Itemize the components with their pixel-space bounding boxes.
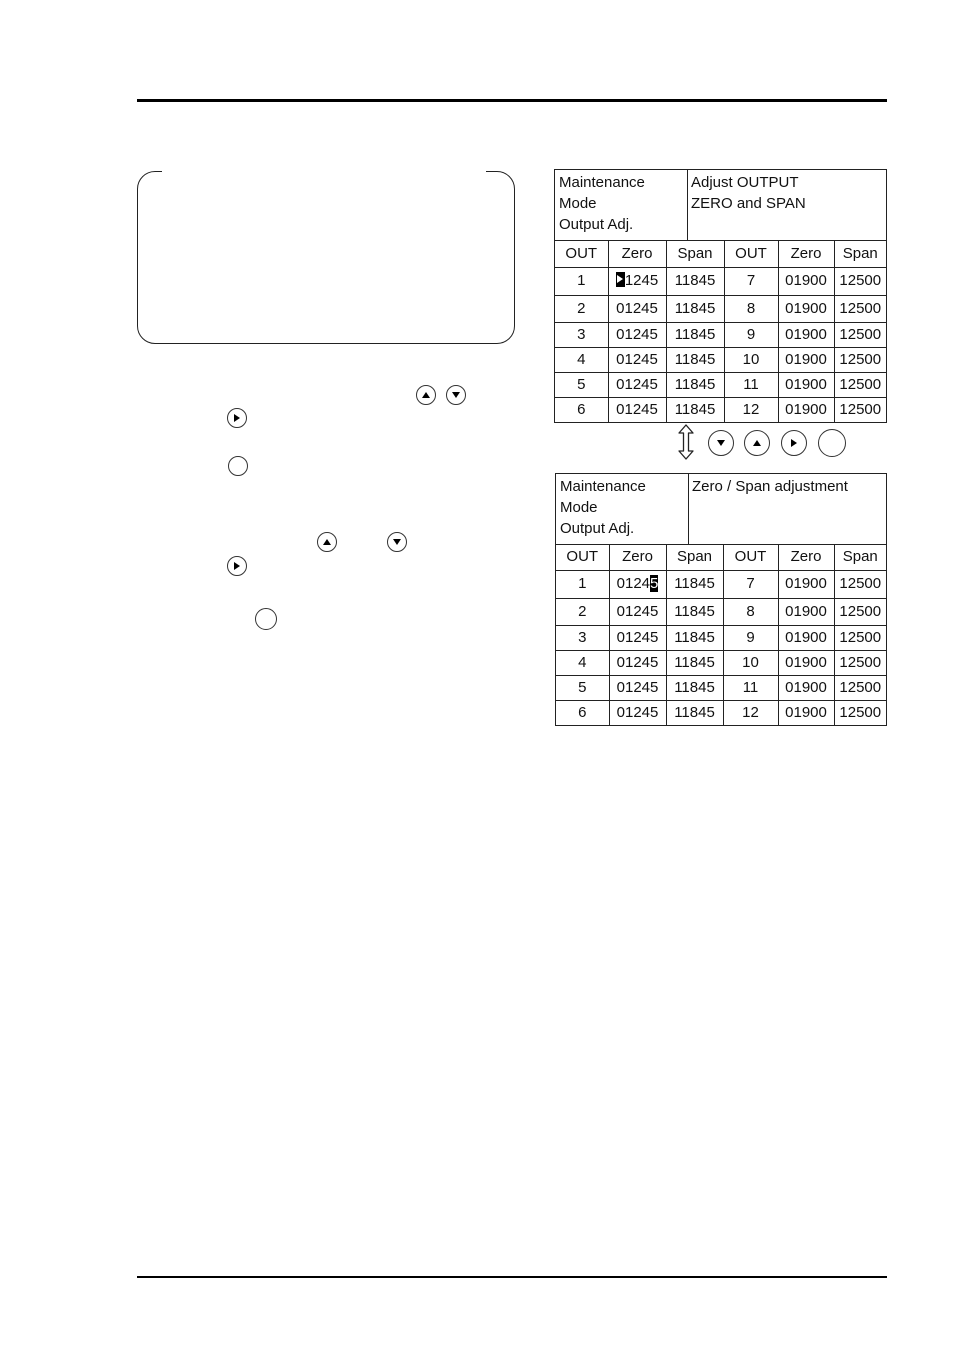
table-cell: 01245 [608, 295, 666, 322]
screen-message [688, 170, 886, 240]
table-row [556, 625, 886, 650]
column-header: Span [834, 241, 886, 267]
table-cell: 4 [555, 347, 608, 372]
mode-label-line: Maintenance [559, 174, 645, 191]
output-table [556, 545, 886, 725]
table-row [555, 322, 886, 347]
table-header-row [555, 241, 886, 267]
column-header: Zero [608, 241, 666, 267]
table-cell: 01245 [608, 347, 666, 372]
table-cell: 12500 [834, 372, 886, 397]
table-cell: 01900 [778, 700, 834, 725]
table-cell: 01245 [609, 650, 666, 675]
table-cell: 12500 [834, 347, 886, 372]
table-cell: 01900 [778, 675, 834, 700]
table-cell: 01900 [778, 372, 834, 397]
table-cell: 12500 [834, 700, 886, 725]
up-key-icon [317, 532, 337, 552]
table-cell: 11845 [666, 347, 724, 372]
table-cell-value: 1245 [624, 272, 659, 289]
table-cell: 11 [723, 675, 778, 700]
table-cell: 11845 [666, 267, 724, 295]
column-header: Span [666, 241, 724, 267]
table-cell: 12500 [834, 570, 886, 598]
table-cell: 12500 [834, 675, 886, 700]
table-cell: 12500 [834, 267, 886, 295]
table-cell: 1 [555, 267, 608, 295]
table-cell: 01245 [609, 598, 666, 625]
enter-key-icon [255, 608, 277, 630]
table-cell: 11 [724, 372, 778, 397]
table-cell: 8 [724, 295, 778, 322]
table-cell: 6 [556, 700, 609, 725]
table-row [555, 295, 886, 322]
screen-message-line: Zero / Span adjustment [692, 478, 848, 495]
table-cell: 12500 [834, 295, 886, 322]
table-row [556, 570, 886, 598]
table-cell: 01245 [608, 372, 666, 397]
header-rule [137, 99, 887, 102]
table-cell: 01900 [778, 570, 834, 598]
edit-value-prefix: 0124 [616, 575, 651, 592]
table-cell: 5 [555, 372, 608, 397]
table-cell: 11845 [666, 295, 724, 322]
table-cell: 11845 [666, 372, 724, 397]
table-cell: 01900 [778, 625, 834, 650]
table-cell: 11845 [666, 322, 724, 347]
table-cell: 11845 [666, 700, 723, 725]
table-cell: 01245 [609, 700, 666, 725]
table-cell: 01900 [778, 347, 834, 372]
table-row [556, 675, 886, 700]
table-row [556, 650, 886, 675]
mode-label [556, 474, 689, 544]
table-row [556, 700, 886, 725]
enter-key-icon [818, 429, 846, 457]
down-key-icon [708, 430, 734, 456]
edit-cursor-digit[interactable]: 5 [650, 575, 659, 592]
table-cell: 01900 [778, 295, 834, 322]
table-row [555, 347, 886, 372]
down-key-icon [446, 385, 466, 405]
column-header: Span [834, 545, 886, 570]
table-cell: 11845 [666, 397, 724, 422]
mode-label-line: Output Adj. [559, 216, 634, 233]
column-header: OUT [723, 545, 778, 570]
zero-span-adjust-screen [555, 473, 887, 726]
screen-message-line: Adjust OUTPUT [691, 174, 799, 191]
table-cell: 01900 [778, 322, 834, 347]
table-cell: 9 [723, 625, 778, 650]
table-cell: 11845 [666, 570, 723, 598]
table-cell: 12500 [834, 322, 886, 347]
right-key-icon [227, 408, 247, 428]
table-cell: 9 [724, 322, 778, 347]
table-cell: 11845 [666, 598, 723, 625]
table-row [555, 372, 886, 397]
table-cell: 2 [556, 598, 609, 625]
table-row [556, 598, 886, 625]
mode-label-line: Mode [560, 499, 598, 516]
table-row [555, 267, 886, 295]
table-cell: 12500 [834, 625, 886, 650]
enter-key-icon [228, 456, 248, 476]
cursor-arrow-icon [616, 272, 625, 287]
table-cell: 01900 [778, 397, 834, 422]
table-cell: 01245 [609, 675, 666, 700]
column-header: Zero [778, 241, 834, 267]
column-header: Zero [778, 545, 834, 570]
table-cell: 01900 [778, 267, 834, 295]
table-cell-selected[interactable] [608, 267, 666, 295]
table-cell: 11845 [666, 625, 723, 650]
table-cell: 01900 [778, 598, 834, 625]
table-cell: 01245 [608, 397, 666, 422]
table-cell: 10 [723, 650, 778, 675]
table-cell: 7 [723, 570, 778, 598]
table-cell: 1 [556, 570, 609, 598]
screen-message [689, 474, 886, 544]
up-key-icon [744, 430, 770, 456]
table-cell: 12 [723, 700, 778, 725]
table-cell: 01900 [778, 650, 834, 675]
right-key-icon [227, 556, 247, 576]
table-cell: 2 [555, 295, 608, 322]
screen-header [556, 474, 886, 545]
table-cell: 01245 [609, 625, 666, 650]
table-cell: 01245 [608, 322, 666, 347]
column-header: Zero [609, 545, 666, 570]
table-cell: 5 [556, 675, 609, 700]
mode-label-line: Maintenance [560, 478, 646, 495]
table-cell: 7 [724, 267, 778, 295]
table-cell: 6 [555, 397, 608, 422]
table-header-row [556, 545, 886, 570]
column-header: Span [666, 545, 723, 570]
mode-label-line: Mode [559, 195, 597, 212]
table-cell: 12500 [834, 650, 886, 675]
right-key-icon [781, 430, 807, 456]
mode-label-line: Output Adj. [560, 520, 635, 537]
mode-label [555, 170, 688, 240]
table-row [555, 397, 886, 422]
output-table [555, 241, 886, 422]
table-cell: 12500 [834, 598, 886, 625]
table-cell-editing[interactable] [609, 570, 666, 598]
note-box [137, 171, 515, 344]
table-cell: 12 [724, 397, 778, 422]
double-vertical-arrow-icon [677, 424, 695, 460]
table-cell: 3 [556, 625, 609, 650]
down-key-icon [387, 532, 407, 552]
table-cell: 4 [556, 650, 609, 675]
footer-rule [137, 1276, 887, 1278]
table-cell: 11845 [666, 650, 723, 675]
screen-header [555, 170, 886, 241]
screen-message-line: ZERO and SPAN [691, 195, 806, 212]
table-cell: 10 [724, 347, 778, 372]
output-adjust-screen [554, 169, 887, 423]
table-cell: 12500 [834, 397, 886, 422]
table-cell: 3 [555, 322, 608, 347]
column-header: OUT [556, 545, 609, 570]
table-cell: 11845 [666, 675, 723, 700]
table-cell: 8 [723, 598, 778, 625]
up-key-icon [416, 385, 436, 405]
column-header: OUT [555, 241, 608, 267]
column-header: OUT [724, 241, 778, 267]
